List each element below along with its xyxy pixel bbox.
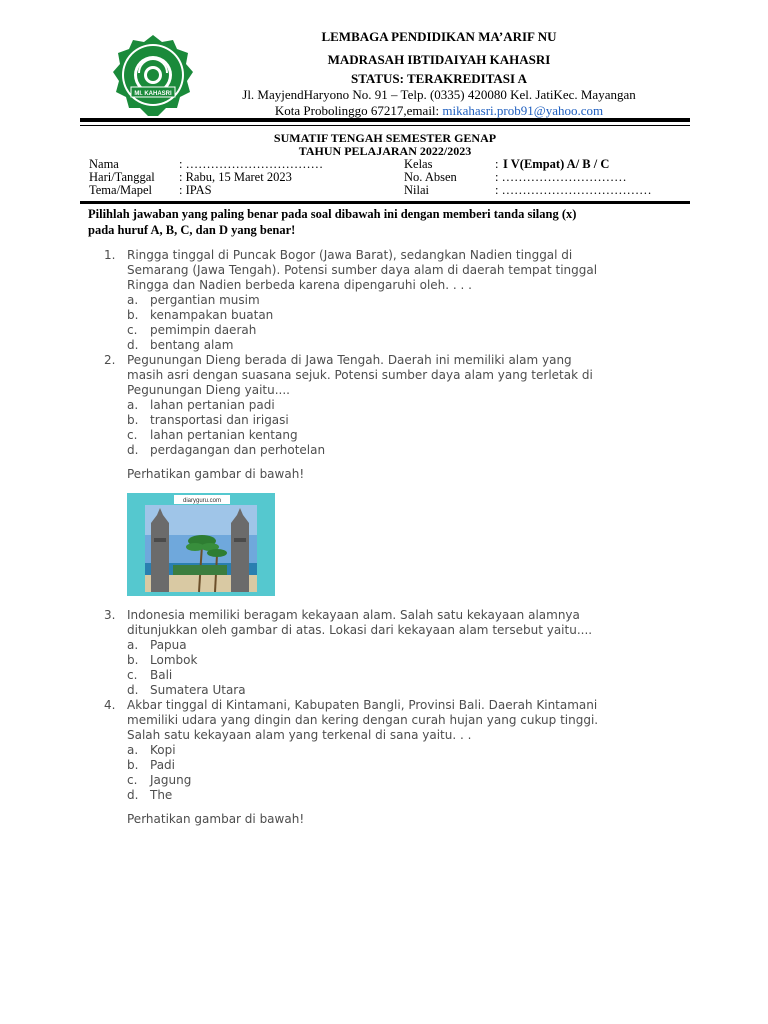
absen-label: No. Absen xyxy=(404,170,457,184)
nama-label: Nama xyxy=(89,157,119,171)
city-email-line xyxy=(205,103,673,118)
header-divider-thin xyxy=(80,125,690,126)
question-text-line: Pegunungan Dieng berada di Jawa Tengah. Daerah ini memiliki alam yang xyxy=(127,353,572,367)
option-text[interactable]: lahan pertanian padi xyxy=(150,398,275,412)
option-letter[interactable]: b. xyxy=(127,758,139,772)
nilai-label: Nilai xyxy=(404,183,429,197)
option-text[interactable]: Sumatera Utara xyxy=(150,683,246,697)
tema-value: : IPAS xyxy=(179,183,212,197)
school-name: MADRASAH IBTIDAIYAH KAHASRI xyxy=(327,52,551,67)
question-text-line: Semarang (Jawa Tengah). Potensi sumber daya alam di daerah tempat tinggal xyxy=(127,263,598,277)
option-letter[interactable]: b. xyxy=(127,308,139,322)
option-text[interactable]: Bali xyxy=(150,668,173,682)
question-text-line: ditunjukkan oleh gambar di atas. Lokasi dari kekayaan alam tersebut yaitu.... xyxy=(127,623,593,637)
option-text[interactable]: perdagangan dan perhotelan xyxy=(150,443,326,457)
option-letter[interactable]: c. xyxy=(127,773,138,787)
question-text-line: Indonesia memiliki beragam kekayaan alam. Salah satu kekayaan alamnya xyxy=(127,608,580,622)
hari-value: : Rabu, 15 Maret 2023 xyxy=(179,170,292,184)
academic-year: TAHUN PELAJARAN 2022/2023 xyxy=(298,144,472,158)
option-text[interactable]: Papua xyxy=(150,638,187,652)
question-number: 3. xyxy=(104,608,116,622)
city-text: Kota Probolinggo 67217,email: xyxy=(274,103,443,118)
option-text[interactable]: pergantian musim xyxy=(150,293,260,307)
instruction-line: Pilihlah jawaban yang paling benar pada soal dibawah ini dengan memberi tanda silang (x) xyxy=(88,207,577,221)
school-logo xyxy=(103,34,203,116)
option-text[interactable]: Kopi xyxy=(150,743,176,757)
option-letter[interactable]: d. xyxy=(127,683,139,697)
kelas-colon: : xyxy=(495,157,499,171)
question-number: 4. xyxy=(104,698,116,712)
question-number: 1. xyxy=(104,248,116,262)
email-link[interactable]: mikahasri.prob91@yahoo.com xyxy=(442,103,604,118)
option-letter[interactable]: a. xyxy=(127,398,139,412)
photo-caption: diaryguru.com xyxy=(182,498,222,504)
instructions xyxy=(88,206,688,238)
option-letter[interactable]: c. xyxy=(127,668,138,682)
kelas-label: Kelas xyxy=(404,157,433,171)
nama-field[interactable]: : …………………………… xyxy=(179,157,324,171)
exam-title: SUMATIF TENGAH SEMESTER GENAP xyxy=(273,131,497,145)
option-text[interactable]: The xyxy=(150,788,173,802)
option-text[interactable]: lahan pertanian kentang xyxy=(150,428,298,442)
image-prompt-text: Perhatikan gambar di bawah! xyxy=(127,467,305,481)
absen-field[interactable]: : ………………………… xyxy=(495,170,627,184)
info-divider xyxy=(80,201,690,204)
option-letter[interactable]: a. xyxy=(127,293,139,307)
logo-caption: MI. KAHASRI xyxy=(134,91,172,97)
option-letter[interactable]: d. xyxy=(127,443,139,457)
option-text[interactable]: bentang alam xyxy=(150,338,234,352)
option-text[interactable]: kenampakan buatan xyxy=(150,308,274,322)
option-text[interactable]: Jagung xyxy=(150,773,192,787)
kelas-value: I V(Empat) A/ B / C xyxy=(503,157,610,171)
accreditation-status: STATUS: TERAKREDITASI A xyxy=(350,71,528,86)
question-text-line: Ringga tinggal di Puncak Bogor (Jawa Barat), sedangkan Nadien tinggal di xyxy=(127,248,573,262)
question-text-line: Akbar tinggal di Kintamani, Kabupaten Bangli, Provinsi Bali. Daerah Kintamani xyxy=(127,698,598,712)
option-letter[interactable]: d. xyxy=(127,788,139,802)
address-line: Jl. MayjendHaryono No. 91 – Telp. (0335) 420080 Kel. JatiKec. Mayangan xyxy=(242,87,636,102)
question-text-line: memiliki udara yang dingin dan kering dengan curah hujan yang cukup tinggi. xyxy=(127,713,599,727)
hari-label: Hari/Tanggal xyxy=(89,170,155,184)
question-text-line: Ringga dan Nadien berbeda karena dipengaruhi oleh. . . . xyxy=(127,278,472,292)
photo-illustration xyxy=(127,493,275,596)
nilai-field[interactable]: : ……………………………… xyxy=(495,183,652,197)
org-name: LEMBAGA PENDIDIKAN MA’ARIF NU xyxy=(321,29,557,44)
option-letter[interactable]: a. xyxy=(127,743,139,757)
image-prompt-text: Perhatikan gambar di bawah! xyxy=(127,812,305,826)
option-text[interactable]: Lombok xyxy=(150,653,198,667)
option-letter[interactable]: d. xyxy=(127,338,139,352)
beach-gate-photo xyxy=(127,493,275,596)
header-divider xyxy=(80,118,690,122)
tema-label: Tema/Mapel xyxy=(89,183,152,197)
option-letter[interactable]: a. xyxy=(127,638,139,652)
option-text[interactable]: pemimpin daerah xyxy=(150,323,257,337)
instruction-line: pada huruf A, B, C, dan D yang benar! xyxy=(88,223,296,237)
option-letter[interactable]: b. xyxy=(127,653,139,667)
option-letter[interactable]: b. xyxy=(127,413,139,427)
option-text[interactable]: Padi xyxy=(150,758,176,772)
option-letter[interactable]: c. xyxy=(127,323,138,337)
question-number: 2. xyxy=(104,353,116,367)
question-text-line: Pegunungan Dieng yaitu.... xyxy=(127,383,290,397)
option-letter[interactable]: c. xyxy=(127,428,138,442)
option-text[interactable]: transportasi dan irigasi xyxy=(150,413,289,427)
question-text-line: masih asri dengan suasana sejuk. Potensi sumber daya alam yang terletak di xyxy=(127,368,593,382)
question-text-line: Salah satu kekayaan alam yang terkenal di sana yaitu. . . xyxy=(127,728,472,742)
